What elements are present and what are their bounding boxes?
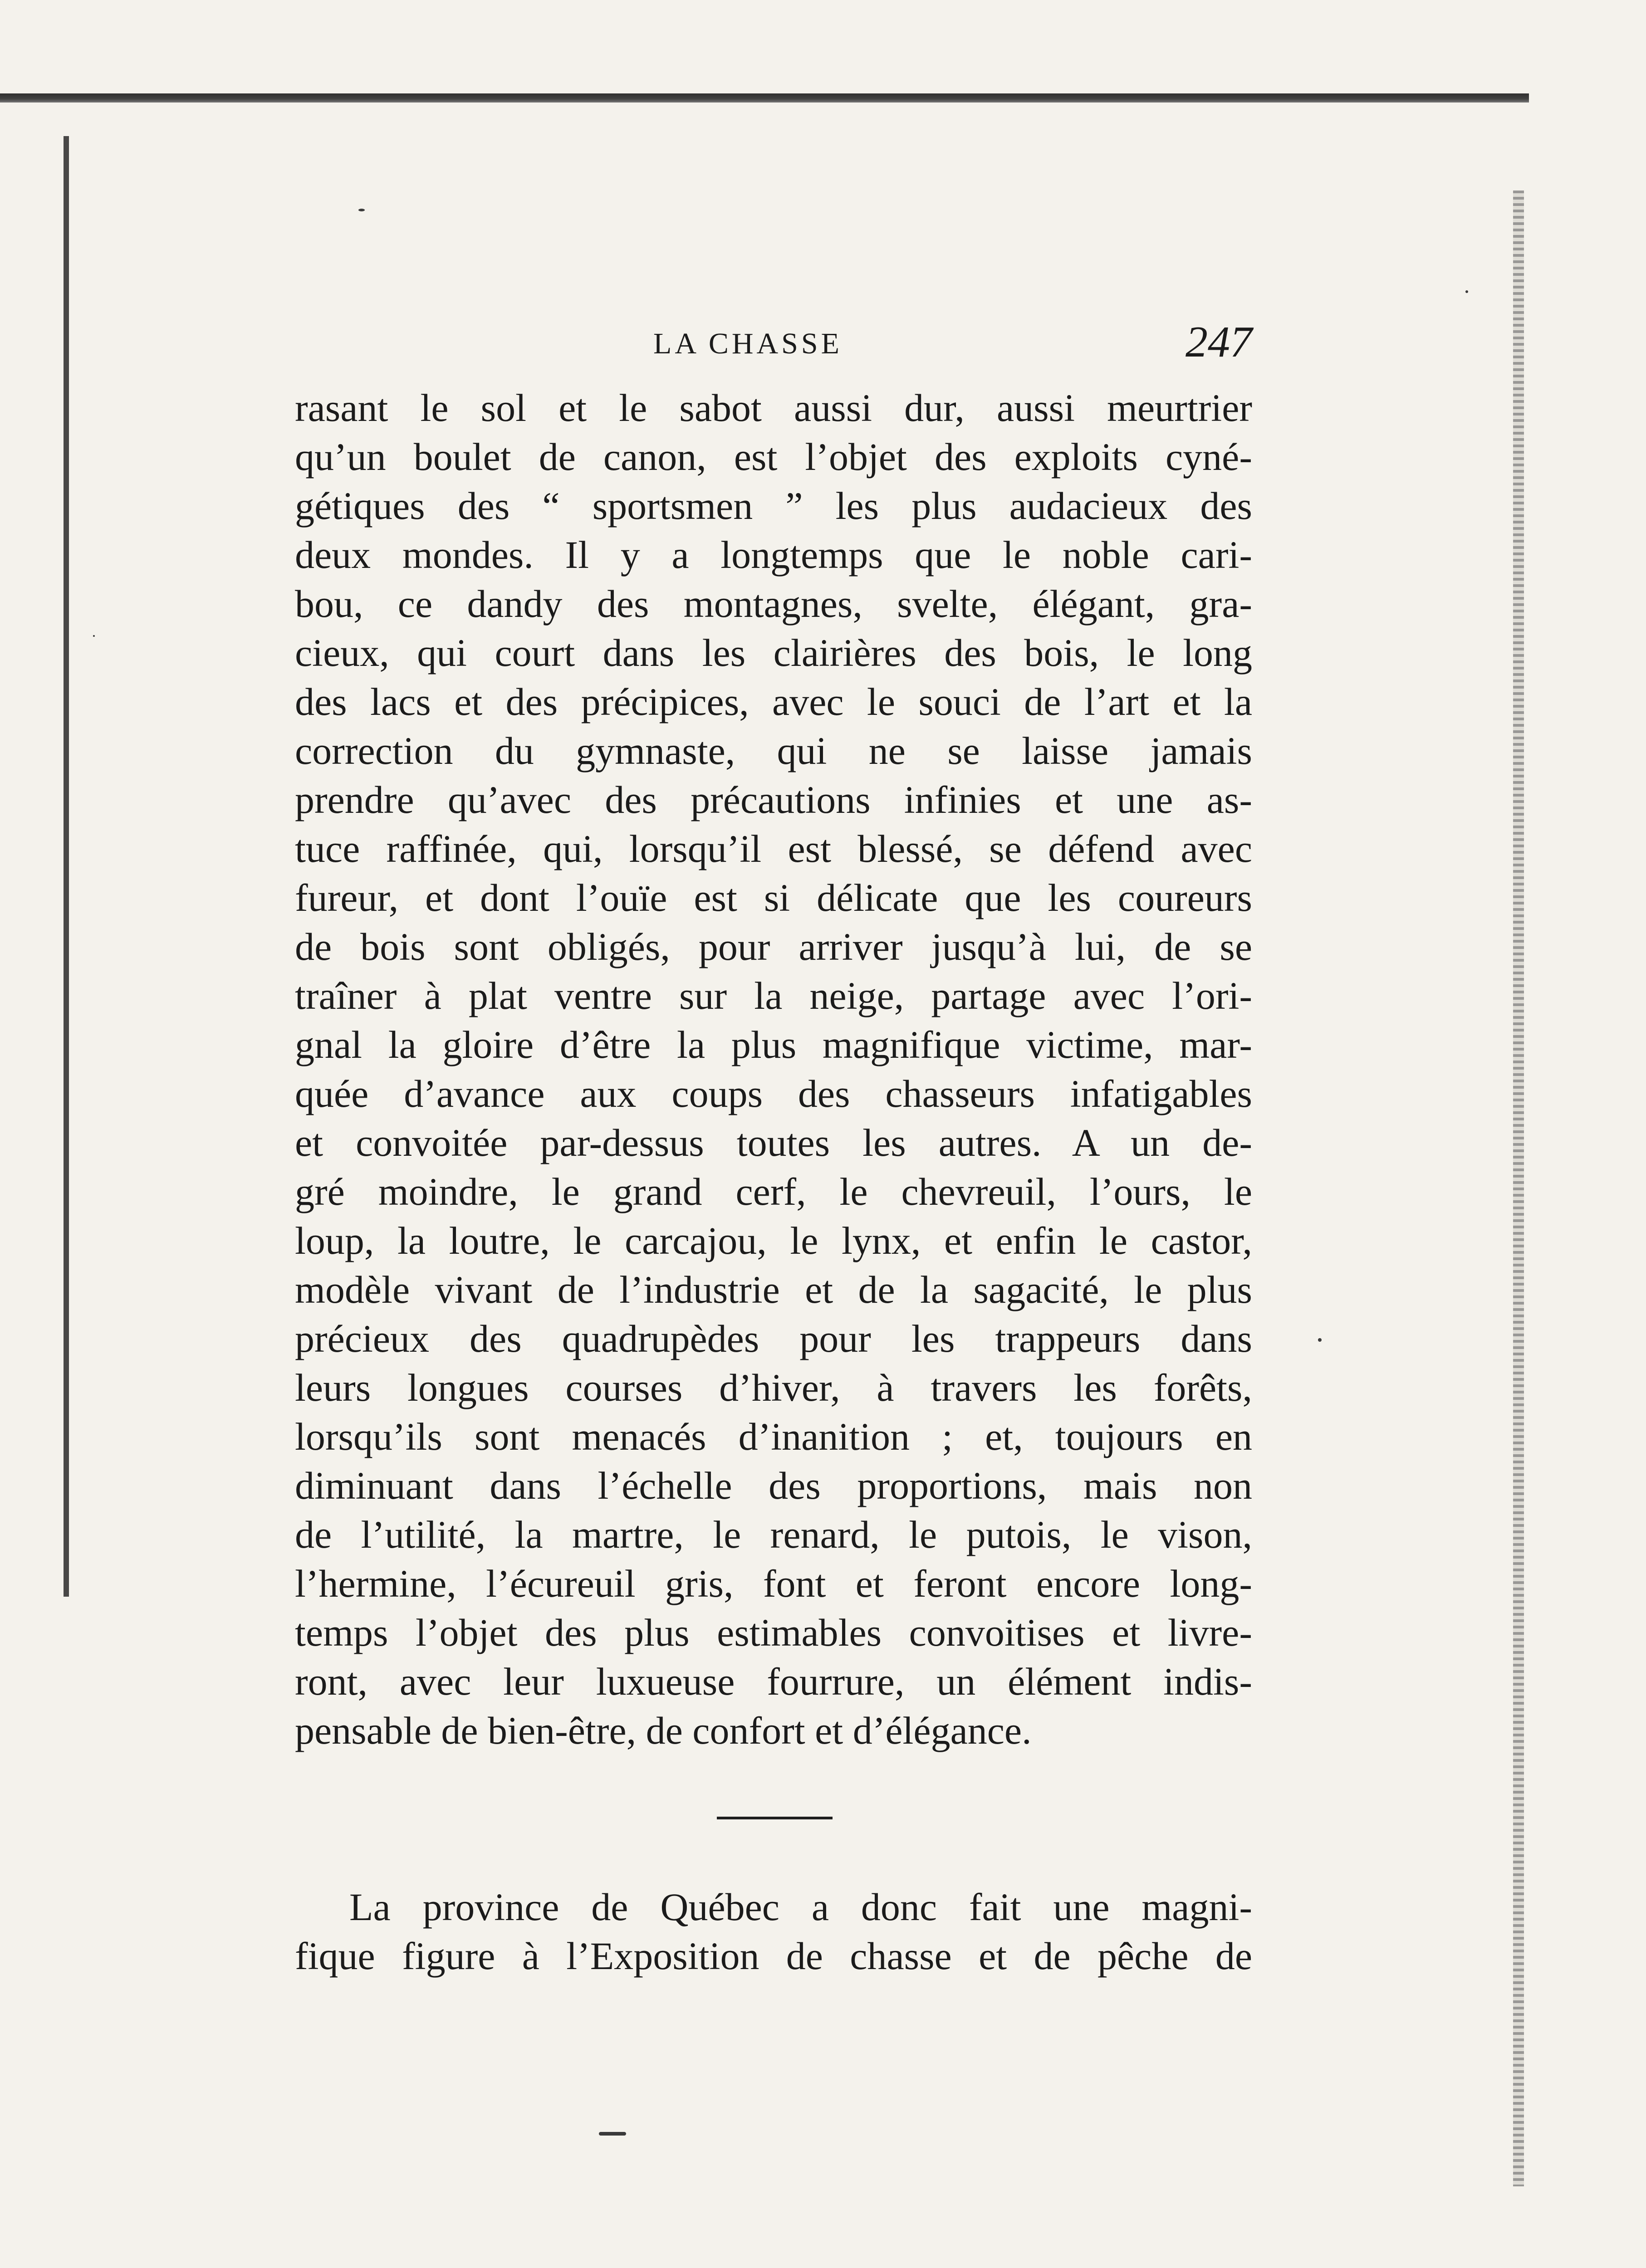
top-page-rule — [0, 93, 1529, 103]
right-scan-edge — [1513, 191, 1524, 2186]
text-line: modèle vivant de l’industrie et de la sagacité, le plus — [295, 1268, 1252, 1311]
text-line: lorsqu’ils sont menacés d’inanition ; et, toujours en — [295, 1415, 1252, 1458]
scan-speck — [599, 2132, 626, 2136]
text-line: leurs longues courses d’hiver, à travers les forêts, — [295, 1366, 1252, 1409]
text-line: deux mondes. Il y a longtemps que le noble cari- — [295, 533, 1252, 577]
text-line: ront, avec leur luxueuse fourrure, un élément indis- — [295, 1660, 1252, 1703]
next-paragraph — [295, 1882, 1252, 1980]
text-line: correction du gymnaste, qui ne se laisse jamais — [295, 729, 1252, 772]
text-line: et convoitée par-dessus toutes les autres. A un de- — [295, 1121, 1252, 1164]
scan-speck — [358, 209, 365, 211]
text-line: qu’un boulet de canon, est l’objet des exploits cyné- — [295, 435, 1252, 479]
text-line: rasant le sol et le sabot aussi dur, aussi meurtrier — [295, 386, 1252, 430]
scan-speck — [1318, 1338, 1322, 1342]
text-line: diminuant dans l’échelle des proportions, mais non — [295, 1464, 1252, 1507]
text-line: pensable de bien-être, de confort et d’élégance. — [295, 1709, 1032, 1752]
left-scan-border — [64, 136, 69, 1597]
text-line: quée d’avance aux coups des chasseurs infatigables — [295, 1072, 1252, 1115]
running-head-title: LA CHASSE — [653, 327, 843, 360]
text-line: précieux des quadrupèdes pour les trappeurs dans — [295, 1317, 1252, 1360]
text-line: des lacs et des précipices, avec le souci de l’art et la — [295, 680, 1252, 723]
scan-speck — [1465, 290, 1468, 293]
text-line: fureur, et dont l’ouïe est si délicate que les coureurs — [295, 876, 1252, 919]
text-line: temps l’objet des plus estimables convoitises et livre- — [295, 1611, 1252, 1654]
section-divider — [717, 1817, 833, 1819]
text-line: gré moindre, le grand cerf, le chevreuil, l’ours, le — [295, 1170, 1252, 1213]
running-head — [295, 308, 1252, 376]
text-line: gnal la gloire d’être la plus magnifique victime, mar- — [295, 1023, 1252, 1066]
page-number: 247 — [1186, 318, 1252, 367]
text-line: cieux, qui court dans les clairières des bois, le long — [295, 631, 1252, 675]
text-line: l’hermine, l’écureuil gris, font et feront encore long- — [295, 1562, 1252, 1605]
text-line: gétiques des “ sportsmen ” les plus audacieux des — [295, 484, 1252, 528]
text-line: tuce raffinée, qui, lorsqu’il est blessé, se défend avec — [295, 827, 1252, 870]
body-paragraph — [295, 383, 1252, 1755]
text-line: de bois sont obligés, pour arriver jusqu’à lui, de se — [295, 925, 1252, 968]
text-line: fique figure à l’Exposition de chasse et de pêche de — [295, 1934, 1252, 1978]
text-line: traîner à plat ventre sur la neige, partage avec l’ori- — [295, 974, 1252, 1017]
scan-speck — [93, 635, 95, 637]
text-line: bou, ce dandy des montagnes, svelte, élégant, gra- — [295, 582, 1252, 626]
text-line: loup, la loutre, le carcajou, le lynx, et enfin le castor, — [295, 1219, 1252, 1262]
text-line: de l’utilité, la martre, le renard, le putois, le vison, — [295, 1513, 1252, 1556]
text-line: La province de Québec a donc fait une magni- — [349, 1885, 1252, 1929]
text-line: prendre qu’avec des précautions infinies et une as- — [295, 778, 1252, 821]
